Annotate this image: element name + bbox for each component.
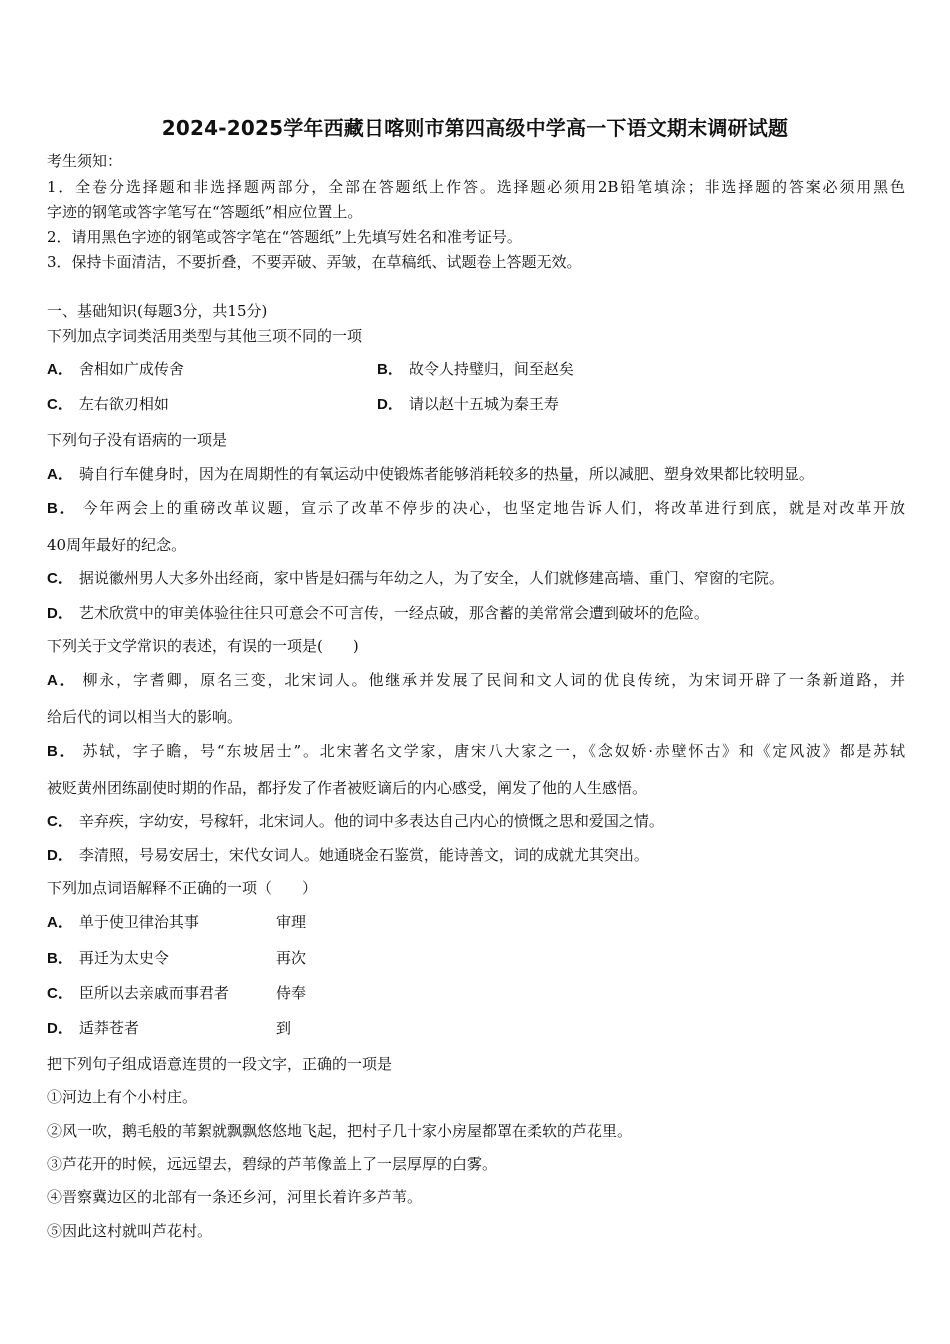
option-text: 适莽苍者 — [78, 1019, 139, 1037]
q2-option-a[interactable] — [47, 464, 814, 485]
option-text: 据说徽州男人大多外出经商，家中皆是妇孺与年幼之人，为了安全，人们就修建高墙、重门、窄窗的宅院。 — [78, 569, 784, 587]
q2-option-c[interactable] — [47, 568, 784, 589]
option-label: C． — [47, 813, 73, 830]
q5-sentence-3: ③芦花开的时候，远远望去，碧绿的芦苇像盖上了一层厚厚的白雾。 — [47, 1155, 498, 1173]
option-label: D． — [47, 605, 73, 622]
option-text: 苏轼，字子瞻，号“东坡居士”。北宋著名文学家，唐宋八大家之一，《念奴娇·赤壁怀古》和《定风波》都是苏轼 — [82, 742, 905, 760]
option-label: B． — [377, 361, 403, 378]
q1-option-c[interactable] — [47, 394, 169, 415]
q3-option-a[interactable] — [47, 670, 905, 691]
option-label: B． — [47, 500, 77, 517]
q5-sentence-4: ④晋察冀边区的北部有一条还乡河，河里长着许多芦苇。 — [47, 1188, 423, 1206]
q4-option-c-meaning: 侍奉 — [276, 984, 307, 1002]
notice-heading: 考生须知： — [47, 152, 123, 170]
q1-option-a[interactable] — [47, 359, 184, 380]
q4-option-d-meaning: 到 — [276, 1019, 292, 1037]
q4-option-c[interactable] — [47, 983, 229, 1004]
q3-option-b[interactable] — [47, 741, 905, 762]
option-text: 左右欲刃相如 — [78, 395, 169, 413]
option-label: A． — [47, 361, 73, 378]
q2-stem: 下列句子没有语病的一项是 — [47, 431, 228, 449]
option-label: A． — [47, 914, 73, 931]
q4-option-b-meaning: 再次 — [276, 949, 307, 967]
option-text: 单于使卫律治其事 — [78, 913, 199, 931]
option-label: B． — [47, 950, 73, 967]
q3-option-b-cont: 被贬黄州团练副使时期的作品，都抒发了作者被贬谪后的内心感受，阐发了他的人生感悟。 — [47, 779, 648, 797]
option-text: 李清照，号易安居士，宋代女词人。她通晓金石鉴赏，能诗善文，词的成就尤其突出。 — [78, 846, 649, 864]
exam-title: 2024-2025学年西藏日喀则市第四高级中学高一下语文期末调研试题 — [161, 116, 789, 140]
q4-option-b[interactable] — [47, 948, 169, 969]
q4-option-a[interactable] — [47, 912, 199, 933]
q3-option-a-cont: 给后代的词以相当大的影响。 — [47, 708, 243, 726]
option-label: D． — [377, 396, 403, 413]
option-label: B． — [47, 743, 77, 760]
option-text: 臣所以去亲戚而事君者 — [78, 984, 229, 1002]
q3-stem: 下列关于文学常识的表述，有误的一项是( ) — [47, 637, 359, 655]
notice-item-1: 1．全卷分选择题和非选择题两部分，全部在答题纸上作答。选择题必须用2B铅笔填涂；非选择题的答案必须用黑色 — [47, 178, 905, 196]
q1-option-d[interactable] — [377, 394, 559, 415]
q3-option-c[interactable] — [47, 811, 664, 832]
option-text: 骑自行车健身时，因为在周期性的有氧运动中使锻炼者能够消耗较多的热量，所以减肥、塑身效果都比较明显。 — [78, 465, 814, 483]
q5-stem: 把下列句子组成语意连贯的一段文字，正确的一项是 — [47, 1055, 393, 1073]
q5-sentence-5: ⑤因此这村就叫芦花村。 — [47, 1222, 213, 1240]
option-text: 辛弃疾，字幼安，号稼轩，北宋词人。他的词中多表达自己内心的愤慨之思和爱国之情。 — [78, 812, 664, 830]
option-label: A． — [47, 672, 77, 689]
notice-item-2: 2．请用黑色字迹的钢笔或答字笔在“答题纸”上先填写姓名和准考证号。 — [47, 228, 522, 246]
q5-sentence-1: ①河边上有个小村庄。 — [47, 1088, 198, 1106]
q4-option-d[interactable] — [47, 1018, 139, 1039]
option-label: C． — [47, 985, 73, 1002]
option-text: 舍相如广成传舍 — [78, 360, 184, 378]
q2-option-b[interactable] — [47, 498, 905, 519]
option-label: A． — [47, 466, 73, 483]
option-text: 故令人持璧归，间至赵矣 — [408, 360, 574, 378]
q1-option-b[interactable] — [377, 359, 574, 380]
option-label: C． — [47, 396, 73, 413]
q2-option-b-cont: 40周年最好的纪念。 — [47, 536, 187, 554]
q2-option-d[interactable] — [47, 603, 709, 624]
option-text: 请以赵十五城为秦王寿 — [408, 395, 559, 413]
q4-stem: 下列加点词语解释不正确的一项（ ） — [47, 879, 318, 897]
section-heading: 一、基础知识(每题3分，共15分) — [47, 302, 268, 320]
option-label: D． — [47, 847, 73, 864]
option-text: 艺术欣赏中的审美体验往往只可意会不可言传，一经点破，那含蓄的美常常会遭到破坏的危险。 — [78, 604, 709, 622]
option-label: C． — [47, 570, 73, 587]
option-text: 今年两会上的重磅改革议题，宣示了改革不停步的决心，也坚定地告诉人们，将改革进行到底，就是对改革开放 — [82, 499, 905, 517]
notice-item-3: 3．保持卡面清洁，不要折叠，不要弄破、弄皱，在草稿纸、试题卷上答题无效。 — [47, 253, 582, 271]
q4-option-a-meaning: 审理 — [276, 913, 307, 931]
q5-sentence-2: ②风一吹，鹅毛般的苇絮就飘飘悠悠地飞起，把村子几十家小房屋都罩在柔软的芦花里。 — [47, 1122, 633, 1140]
notice-item-1-cont: 字迹的钢笔或答字笔写在“答题纸”相应位置上。 — [47, 203, 363, 221]
option-label: D． — [47, 1020, 73, 1037]
q3-option-d[interactable] — [47, 845, 649, 866]
option-text: 柳永，字耆卿，原名三变，北宋词人。他继承并发展了民间和文人词的优良传统，为宋词开辟了一条新道路，并 — [82, 671, 905, 689]
q1-stem: 下列加点字词类活用类型与其他三项不同的一项 — [47, 327, 363, 345]
option-text: 再迁为太史令 — [78, 949, 169, 967]
